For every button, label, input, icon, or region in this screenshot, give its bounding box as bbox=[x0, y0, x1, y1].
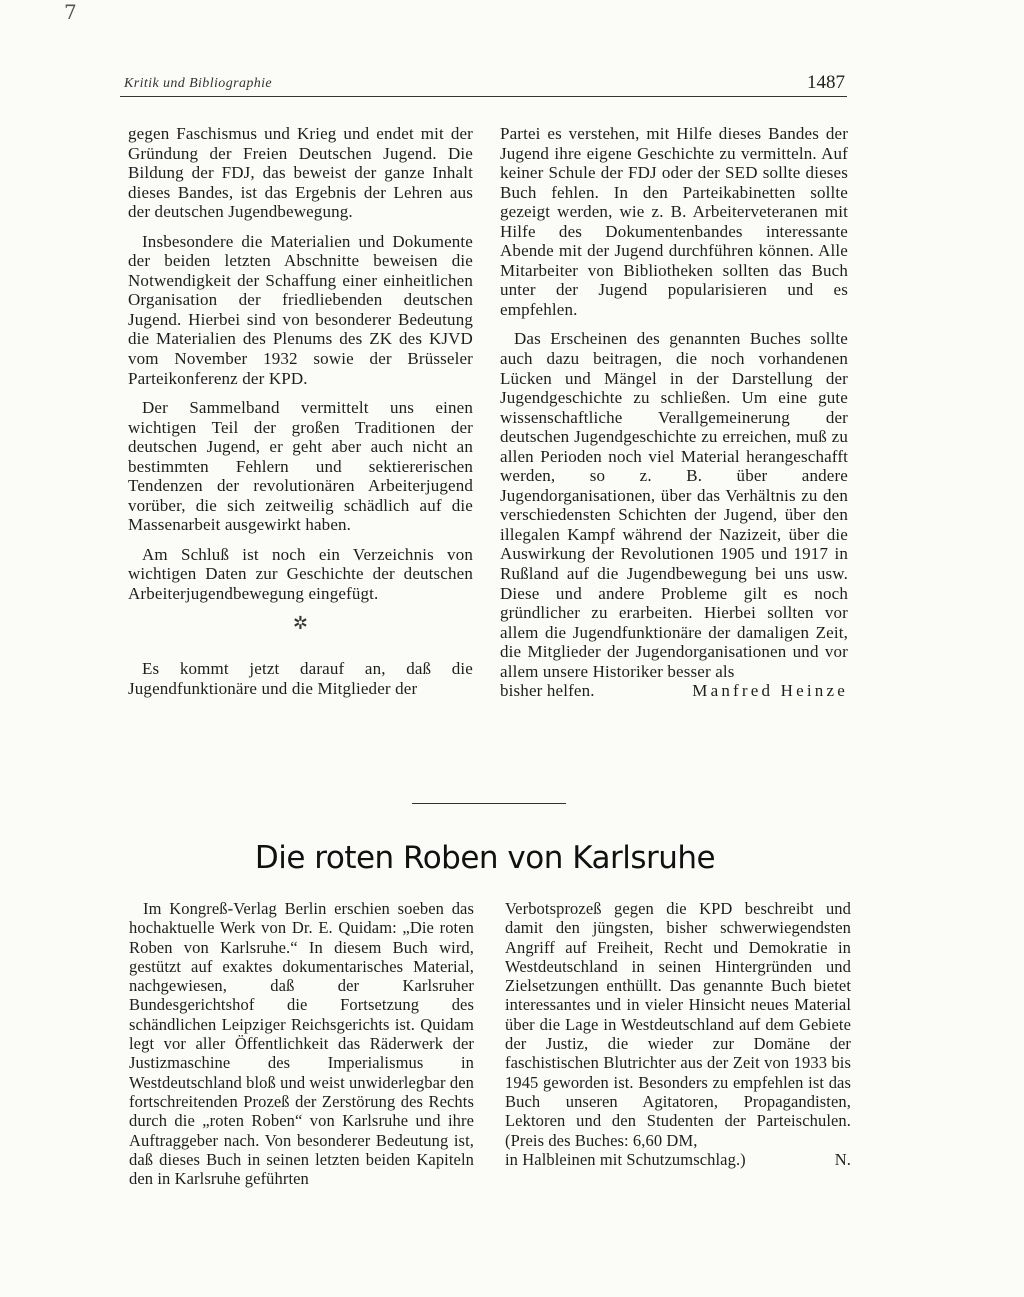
article-right-column bbox=[505, 899, 851, 1169]
review-paragraph: Es kommt jetzt darauf an, daß die Jugendfunktionäre und die Mitglieder der bbox=[128, 659, 473, 698]
review-closing-words: bisher helfen. bbox=[500, 681, 595, 701]
review-paragraph: Der Sammelband vermittelt uns einen wichtigen Teil der großen Traditionen der deutschen Jugend, er geht aber auch nicht an bestimmten Fehlern und sektiererischen Tendenzen der revolutionären Arbeiterjugend vorüber, die sich zeitweilig schädlich auf die Massenarbeit ausgewirkt haben. bbox=[128, 398, 473, 535]
article-title: Die roten Roben von Karlsruhe bbox=[254, 840, 716, 876]
article-signature: N. bbox=[834, 1149, 851, 1169]
section-divider bbox=[412, 803, 566, 804]
article-left-column bbox=[129, 899, 474, 1188]
review-paragraph: gegen Faschismus und Krieg und endet mit der Gründung der Freien Deutschen Jugend. Die Bildung der FDJ, das beweist der ganze Inhalt dieses Bandes, ist das Ergebnis der Lehren aus der deutschen Jugendbewegung. bbox=[128, 124, 473, 222]
running-head: Kritik und Bibliographie bbox=[124, 76, 273, 91]
article-paragraph: Im Kongreß-Verlag Berlin erschien soeben das hochaktuelle Werk von Dr. E. Quidam: „Die roten Roben von Karlsruhe.“ In diesem Buch wird, gestützt auf exaktes dokumentarisches Material, nachgewiesen, daß der Karlsruher Bundesgerichtshof die Fortsetzung des schändlichen Leipziger Reichsgerichts ist. Quidam legt vor aller Öffentlichkeit das Räderwerk der Justizmaschine des Imperialismus in Westdeutschland bloß und weist unwiderlegbar den fortschreitenden Prozeß der Zerstörung des Rechts durch die „roten Roben“ von Karlsruhe und ihre Auftraggeber nach. Von besonderer Bedeutung ist, daß dieses Buch in seinen letzten beiden Kapiteln den in Karlsruhe geführten bbox=[129, 899, 474, 1189]
review-paragraph: Am Schluß ist noch ein Verzeichnis von wichtigen Daten zur Geschichte der deutschen Arbeiterjugendbewegung eingefügt. bbox=[128, 544, 473, 604]
review-author: Manfred Heinze bbox=[692, 681, 848, 701]
review-left-column bbox=[128, 124, 473, 708]
review-right-column bbox=[500, 124, 848, 701]
article-signature-line bbox=[505, 1150, 851, 1169]
page-number: 1487 bbox=[807, 72, 845, 93]
review-signature-line bbox=[500, 681, 848, 701]
review-paragraph: Partei es verstehen, mit Hilfe dieses Bandes der Jugend ihre eigene Geschichte zu vermitteln. Auf keiner Schule der FDJ oder der SED sollte dieses Buch fehlen. In den Parteikabinetten sollte gezeigt werden, wie z. B. Arbeiterveteranen mit Hilfe des Dokumentenbandes interessante Abende mit der Jugend durchführen können. Alle Mitarbeiter von Bibliotheken sollten das Buch unter der Jugend popularisieren und es empfehlen. bbox=[500, 124, 848, 319]
article-last-line: in Halbleinen mit Schutzumschlag.) bbox=[505, 1149, 746, 1169]
review-paragraph: Insbesondere die Materialien und Dokumente der beiden letzten Abschnitte beweisen die Notwendigkeit der Schaffung einer einheitlichen Organisation der friedliebenden deutschen Jugend. Hierbei sind von besonderer Bedeutung die Materialien des Plenums des ZK des KJVD vom November 1932 sowie der Brüsseler Parteikonferenz der KPD. bbox=[128, 231, 473, 388]
corner-mark: 7 bbox=[64, 0, 77, 24]
page-header bbox=[120, 72, 847, 97]
section-separator-star: ✲ bbox=[292, 612, 309, 633]
article-paragraph: Verbotsprozeß gegen die KPD beschreibt und damit den jüngsten, bisher schwerwiegendsten Angriff auf Freiheit, Recht und Demokratie in Westdeutschland in seinen Hintergründen und Zielsetzungen enthüllt. Das genannte Buch bietet interessantes und in vieler Hinsicht neues Material über die Lage in Westdeutschland auf dem Gebiete der Justiz, die wieder zur Domäne der faschistischen Blutrichter aus der Zeit von 1933 bis 1945 geworden ist. Besonders zu empfehlen ist das Buch unseren Agitatoren, Propagandisten, Lektoren und den Studenten der Parteischulen. (Preis des Buches: 6,60 DM, bbox=[505, 899, 851, 1150]
review-paragraph: Das Erscheinen des genannten Buches sollte auch dazu beitragen, die noch vorhandenen Lücken und Mängel in der Darstellung der Jugendgeschichte zu schließen. Um eine gute wissenschaftliche Verallgemeinerung der deutschen Jugendgeschichte zu erreichen, muß zu allen Perioden noch viel Material herangeschafft werden, so z. B. über andere Jugendorganisationen, über das Verhältnis zu den verschiedensten Schichten der Jugend, über den illegalen Kampf während der Nazizeit, über die Auswirkung der Revolutionen 1905 und 1917 in Rußland auf die Jugendbewegung bei uns usw. Diese und andere Probleme gilt es noch gründlicher zu erarbeiten. Hierbei sollten vor allem die Jugendfunktionäre der damaligen Zeit, die Mitglieder der Jugendorganisationen und vor allem unsere Historiker besser als bbox=[500, 329, 848, 681]
